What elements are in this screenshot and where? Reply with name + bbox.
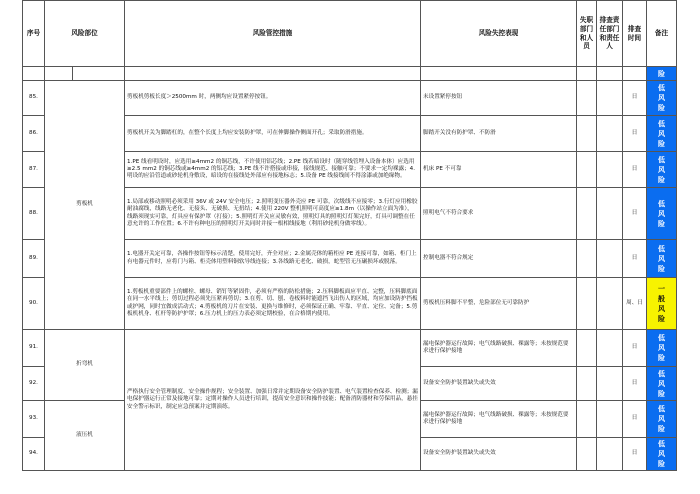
row-number: 93. [23,401,45,438]
control-measure-shared: 严格执行安全管理制度、安全操作规程；安全装置、加强日常并定期设备安全防护装置、电气装置检查保养、检测；漏电保护器运行正常及接地可靠；定期对操作人员进行培训，提高安全意识和操作技能；配备消防器材和劳保用品，悬挂安全警示标识，制定应急预案并定期演练。 [125,330,421,471]
check-department [597,116,623,152]
risk-level: 低 风 险 [647,152,677,188]
failure-description: 剪板机压料脚不平整，危险部位无可靠防护 [421,278,577,330]
risk-level: 低 风 险 [647,367,677,401]
header-person: 失职部门和人员 [577,1,597,67]
failure-description: 未设置紧停按钮 [421,81,577,116]
check-time: 日 [623,188,647,240]
check-time: 日 [623,240,647,278]
control-measure: 1.剪板机重要部件上的螺栓、螺母、销钉等紧固件，必须有严格的防松措施；2.压料脚板面应平直、完整，压料脚底面在同一水平线上；剪切过程必须先压紧再剪切；3.在剪、切、刨、卷板料时能遮挡飞出伤人的区域，均应加设防护挡板或护网，同时宜做成活动式；4.剪板机的刀片在安装、更换与维修时，必须保证正确、牢靠、平直、定位、完备；5.剪板机机身、杠杆等防护护罩；6.压力机上的压力表必须定期校验，在合格期内使用。 [125,278,421,330]
failure-description: 脚踏开关没有防护罩、不防滑 [421,116,577,152]
risk-level: 低 风 险 [647,330,677,367]
check-time: 周、日 [623,278,647,330]
row-number: 87. [23,152,45,188]
failure-description: 设备安全防护装置缺失或失效 [421,438,577,471]
table-row [23,81,677,116]
row-number: 86. [23,116,45,152]
failure-description: 照明电气不符合要求 [421,188,577,240]
check-time: 日 [623,81,647,116]
level-cell: 险 [647,67,677,81]
responsible-person [577,278,597,330]
header-measures: 风险管控措施 [125,1,421,67]
row-number: 88. [23,188,45,240]
risk-level: 低 风 险 [647,116,677,152]
risk-level: 低 风 险 [647,438,677,471]
header-check: 排查责任部门和责任人 [597,1,623,67]
responsible-person [577,438,597,471]
check-department [597,367,623,401]
check-department [597,188,623,240]
risk-level: 低 风 险 [647,240,677,278]
check-time: 日 [623,116,647,152]
failure-description: 机床 PE 不可靠 [421,152,577,188]
responsible-person [577,188,597,240]
header-no: 序号 [23,1,45,67]
check-department [597,438,623,471]
failure-description: 控制电器不符合规定 [421,240,577,278]
check-time: 日 [623,438,647,471]
failure-description: 设备安全防护装置缺失或失效 [421,367,577,401]
continuation-row [23,67,677,81]
failure-description: 漏电保护器运行故障；电气线路破损、裸露等；未按规范要求进行保护接地 [421,401,577,438]
risk-part-bend: 折弯机 [45,330,125,401]
check-department [597,278,623,330]
risk-level: 低 风 险 [647,188,677,240]
row-number: 92. [23,367,45,401]
check-time: 日 [623,401,647,438]
control-measure: 剪板机剪板长度＞2500mm 时，两侧均应设置紧停按钮。 [125,81,421,116]
table-row [23,330,677,367]
header-note: 备注 [647,1,677,67]
header-row [23,1,677,67]
control-measure: 1.PE 线看明设时，应选用≥4mm2 的铜芯线，不许使用铝芯线；2.PE 线若暗设时（随穿线管埋入设备本体）应选用≥2.5 mm2 的铜芯线或≥4mm2 的铝芯线；3.PE 线不许搭接或串接，接线规范、接触可靠；不要求一定均裸露；4.明设的应沿管道或砂轮机身敷设，暗设的在接线处外部应有接地标志；5.设备 PE 线接线间不得涂漆或加绝缘物。 [125,152,421,188]
check-department [597,152,623,188]
risk-level: 低 风 险 [647,401,677,438]
check-department [597,330,623,367]
responsible-person [577,367,597,401]
row-number: 90. [23,278,45,330]
failure-description: 漏电保护器运行故障；电气线路破损、裸露等；未按规范要求进行保护接地 [421,330,577,367]
check-time: 日 [623,330,647,367]
check-time: 日 [623,367,647,401]
control-measure: 1.局部或移动照明必须采用 36V 或 24V 安全电压；2.照明变压器外壳应 PE 可靠，次级线不应接零；3.行灯应用橡胶耐油腐线，线路无老化、无接头、无破损、无扭结；4.使用 220V 整机照明可高度应≥1.8m（以操作站立面为准），线路须现实可靠，灯具应有保护罩（打接）；5.照明灯开关应灵敏有效，照明灯具的照明灯灯架完好，灯具可调整在任意允许的工作位置；6.不许有种电压的照明灯开关同时并接一根相线接地（利用砂轮机身做零线）。 [125,188,421,240]
row-number: 89. [23,240,45,278]
row-number: 91. [23,330,45,367]
header-part: 风险部位 [45,1,125,67]
responsible-person [577,401,597,438]
responsible-person [577,116,597,152]
check-time: 日 [623,152,647,188]
check-department [597,240,623,278]
risk-control-table [22,0,677,471]
control-measure: 1.电器开关定可靠，各操作按钮等标示清楚，使用完好，齐全对应；2.金属壳体的箱柜应 PE 连接可靠，如箱、柜门上有电器元件时，应将门与箱、柜壳体用塑料铜软导线连接；3.各线路无老化、破损，蛇型管无压碾损坏或脱落。 [125,240,421,278]
risk-level: 低 风 险 [647,81,677,116]
responsible-person [577,81,597,116]
responsible-person [577,240,597,278]
responsible-person [577,330,597,367]
responsible-person [577,152,597,188]
row-number: 94. [23,438,45,471]
risk-level: 一 般 风 险 [647,278,677,330]
header-time: 排查时间 [623,1,647,67]
risk-part-hydraulic: 液压机 [45,401,125,471]
risk-part-shear: 剪板机 [45,81,125,330]
header-failure: 风险失控表现 [421,1,577,67]
control-measure: 剪板机开关为脚踏杠的，在整个长度上均应安装防护罩，可在伸脚操作侧面开孔；采取防滑措施。 [125,116,421,152]
check-department [597,81,623,116]
check-department [597,401,623,438]
row-number: 85. [23,81,45,116]
